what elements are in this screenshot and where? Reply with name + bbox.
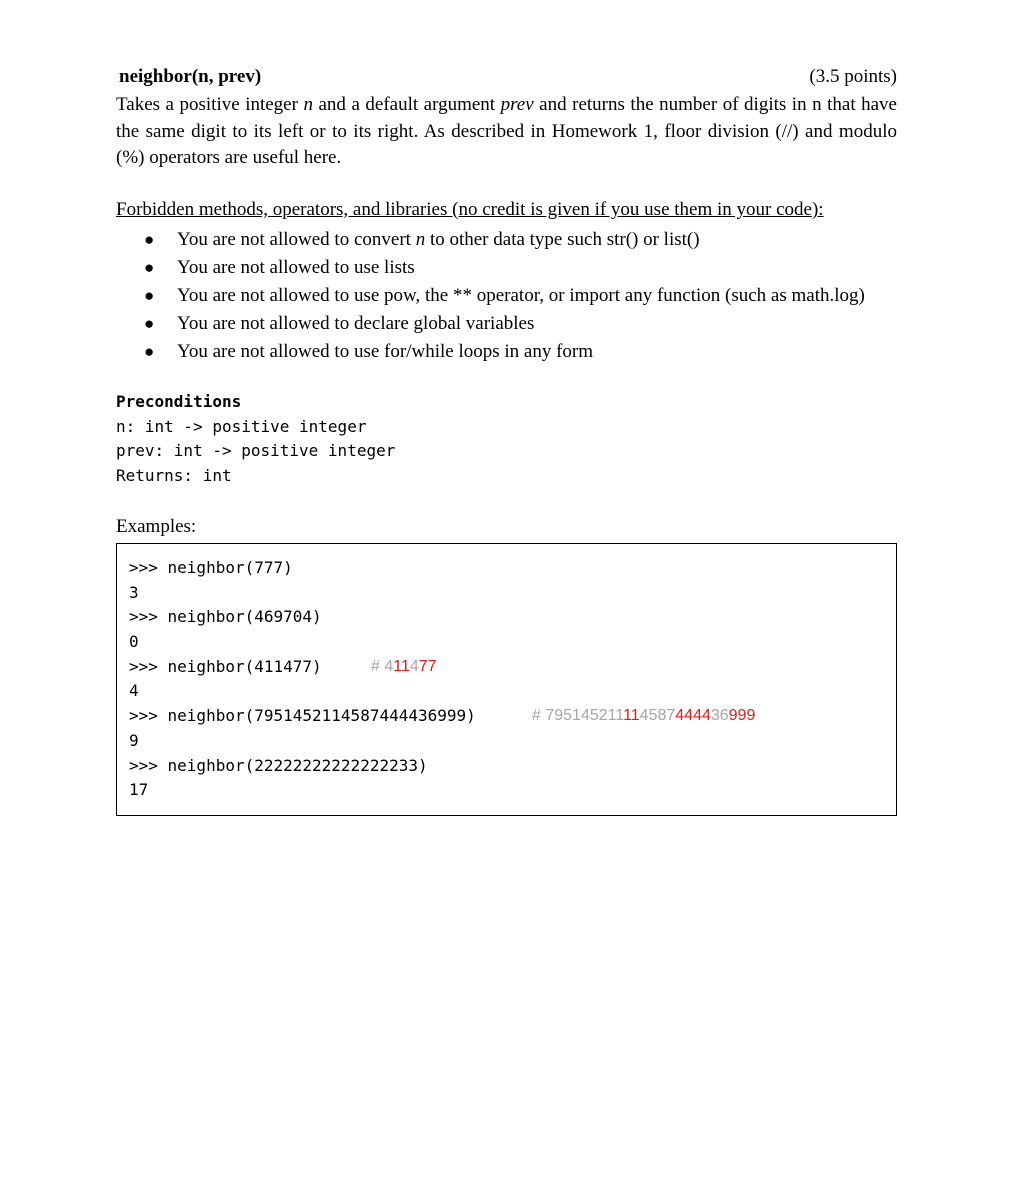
description-n: n	[303, 94, 313, 115]
bullet-icon: ●	[144, 314, 155, 333]
precondition-line: Returns: int	[116, 465, 232, 485]
preconditions-block	[116, 390, 395, 488]
code-text: >>> neighbor(22222222222222233)	[129, 755, 428, 775]
comment-digits: 795145211	[545, 707, 624, 725]
forbidden-title: Forbidden methods, operators, and libraries (no credit is given if you use them in your code):	[116, 199, 824, 220]
comment-digits: #	[371, 657, 385, 675]
forbidden-item: ● You are not allowed to use for/while loops in any form	[116, 338, 897, 366]
code-comment	[532, 704, 755, 729]
code-text: >>> neighbor(469704)	[129, 607, 322, 627]
code-line	[129, 729, 476, 754]
comment-digits: #	[532, 707, 546, 725]
code-comment	[371, 655, 437, 680]
code-text: >>> neighbor(777)	[129, 558, 293, 577]
description-text: and a default argument	[312, 94, 501, 115]
precondition-line: n: int -> positive integer	[116, 416, 367, 436]
code-text: 9	[129, 730, 139, 750]
code-line	[129, 605, 476, 630]
code-text: 3	[129, 582, 139, 602]
highlighted-digits: 999	[728, 707, 756, 725]
problem-description	[116, 92, 897, 172]
points-label: (3.5 points)	[809, 66, 897, 87]
description-text: and returns the number of digits in n that have the same digit to its left or to its right. As described in Homework 1, floor division (//) and modulo (%) operators are useful here.	[116, 94, 897, 168]
preconditions-title: Preconditions	[116, 392, 242, 411]
code-text: >>> neighbor(7951452114587444436999)	[129, 706, 476, 726]
code-lines	[129, 556, 756, 803]
description-text: Takes a positive integer	[116, 94, 304, 115]
code-text: 0	[129, 632, 139, 652]
forbidden-list	[116, 226, 897, 366]
comment-digits: 4	[384, 657, 394, 675]
description-prev: prev	[500, 94, 534, 115]
highlighted-digits: 77	[418, 657, 437, 675]
code-line	[129, 754, 476, 779]
code-text: >>> neighbor(411477)	[129, 656, 322, 676]
problem-header	[116, 66, 897, 90]
forbidden-item: ● You are not allowed to convert n to other data type such str() or list()	[116, 226, 897, 254]
bullet-icon: ●	[144, 342, 155, 361]
function-signature: neighbor(n, prev)	[119, 66, 262, 87]
bullet-icon: ●	[144, 286, 155, 305]
forbidden-item: ● You are not allowed to declare global variables	[116, 310, 897, 338]
highlighted-digits: 4444	[675, 707, 711, 725]
bullet-icon: ●	[144, 258, 155, 277]
code-line	[129, 778, 476, 803]
code-line	[129, 704, 756, 729]
code-line	[129, 679, 476, 704]
examples-code-box	[116, 543, 897, 816]
code-text: 17	[129, 780, 149, 800]
highlighted-digits: 11	[393, 657, 410, 675]
comment-digits: 36	[710, 707, 729, 725]
code-text: 4	[129, 681, 139, 701]
forbidden-item: ● You are not allowed to use pow, the ** operator, or import any function (such as math.log)	[116, 282, 897, 310]
forbidden-item: ● You are not allowed to use lists	[116, 254, 897, 282]
highlighted-digits: 11	[623, 707, 640, 725]
comment-digits: 4587	[639, 707, 676, 725]
precondition-line: prev: int -> positive integer	[116, 441, 396, 461]
code-line	[129, 581, 476, 606]
bullet-icon: ●	[144, 230, 155, 249]
code-line	[129, 630, 476, 655]
code-line	[129, 556, 476, 581]
comment-digits: 4	[409, 657, 419, 675]
examples-label: Examples:	[116, 516, 197, 537]
code-line	[129, 655, 476, 680]
